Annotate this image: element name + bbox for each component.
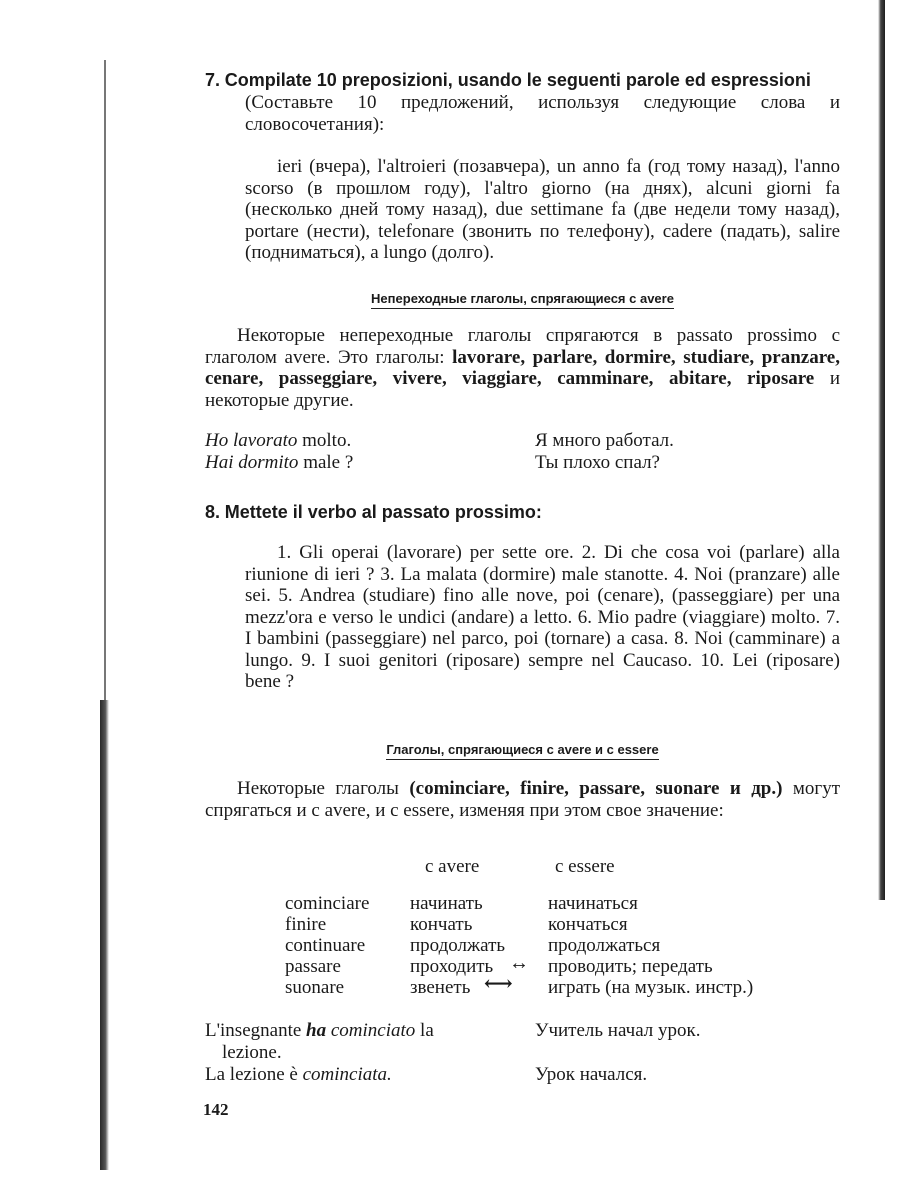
- example-participle: lavorato: [232, 430, 298, 451]
- section-heading-text: Глаголы, спрягающиеся с avere и с essere: [386, 742, 658, 760]
- exercise-number: 8.: [205, 502, 221, 522]
- example-italian-continuation: lezione.: [222, 1042, 282, 1063]
- section-1-paragraph: [205, 325, 840, 411]
- page-edge-shadow: [104, 60, 106, 700]
- paragraph-text: Некоторые глаголы: [237, 778, 410, 799]
- paragraph-text: . Это глаголы:: [325, 346, 453, 368]
- exercise-8-heading: [205, 502, 840, 524]
- paragraph-text: могут спрягаться и с avere, и с essere, изменяя при этом свое значение:: [205, 778, 840, 821]
- example-russian: Урок начался.: [535, 1064, 648, 1085]
- page-edge-shadow: [878, 0, 885, 900]
- table-essere-meaning: проводить; передать: [548, 956, 713, 977]
- example-text: La lezione è: [205, 1064, 303, 1085]
- table-verb: finire: [285, 914, 327, 935]
- table-avere-meaning: звенеть: [410, 977, 471, 998]
- paragraph-text: avere: [284, 346, 326, 368]
- table-essere-meaning: продолжаться: [548, 935, 661, 956]
- table-avere-meaning: проходить: [410, 956, 494, 977]
- section-heading: [205, 291, 840, 306]
- example-italian: [205, 1020, 434, 1041]
- section-heading: [205, 742, 840, 757]
- exercise-number: 7.: [205, 70, 221, 90]
- paragraph-text: Некоторые непереходные глаголы спрягаются в passato prossimo с глаголом: [205, 325, 840, 368]
- example-russian: Учитель начал урок.: [535, 1020, 701, 1041]
- verb-list: lavorare, parlare, dormire, studiare, pranzare, cenare, passeggiare, vivere, viaggiare, camminare, abitare, riposare: [205, 346, 840, 389]
- example-participle: cominciato: [326, 1020, 416, 1041]
- example-text: L'insegnante: [205, 1020, 307, 1041]
- double-arrow-icon: ⟷: [484, 973, 513, 995]
- table-verb: continuare: [285, 935, 366, 956]
- example-aux: Ho: [205, 430, 233, 451]
- verb-list: (cominciare, finire, passare, suonare и др.): [409, 778, 783, 799]
- example-italian: [205, 452, 353, 473]
- paragraph-text: и некоторые другие.: [205, 368, 840, 411]
- exercise-7-heading: [205, 70, 840, 92]
- example-russian: Я много работал.: [535, 430, 674, 451]
- table-avere-meaning: начинать: [410, 893, 483, 914]
- example-rest: molto.: [297, 430, 352, 451]
- exercise-title-italian: Compilate 10 preposizioni, usando le seguenti parole ed espressioni: [224, 70, 811, 90]
- double-arrow-icon: ↔: [509, 952, 529, 974]
- example-russian: Ты плохо спал?: [535, 452, 660, 473]
- example-participle: dormito: [238, 452, 299, 473]
- table-verb: suonare: [285, 977, 345, 998]
- section-2-paragraph: [205, 778, 840, 821]
- table-verb: passare: [285, 956, 341, 977]
- page-edge-shadow: [100, 700, 109, 1170]
- table-avere-meaning: продолжать: [410, 935, 506, 956]
- example-italian: [205, 1064, 392, 1085]
- column-header-avere: с avere: [425, 856, 480, 877]
- example-rest: male ?: [298, 452, 354, 473]
- exercise-8-text: 1. Gli operai (lavorare) per sette ore. 2. Di che cosa voi (parlare) alla riunione di ieri ? 3. La malata (dormire) male stanotte. 4. Noi (pranzare) alle sei. 5. Andrea (studiare) fino alle nove, poi (cenare), (passeggiare) per una mezz'ora e verso le undici (andare) a letto. 6. Mio padre (viaggiare) molto. 7. I bambini (passeggiare) nel parco, poi (tornare) a casa. 8. Noi (camminare) a lungo. 9. I suoi genitori (riposare) sempre nel Caucaso. 10. Lei (riposare) bene ?: [245, 542, 840, 692]
- exercise-title: Mettete il verbo al passato prossimo:: [224, 502, 542, 522]
- example-participle: cominciata.: [302, 1064, 392, 1085]
- example-aux: Hai: [205, 452, 239, 473]
- section-heading-text: Непереходные глаголы, спрягающиеся с avere: [371, 291, 674, 309]
- table-avere-meaning: кончать: [410, 914, 473, 935]
- example-italian: [205, 430, 351, 451]
- exercise-title-russian: (Составьте 10 предложений, используя следующие слова и словосочетания):: [245, 92, 840, 135]
- example-aux: ha: [306, 1020, 327, 1041]
- column-header-essere: с essere: [555, 856, 615, 877]
- table-verb: cominciare: [285, 893, 370, 914]
- table-essere-meaning: кончаться: [548, 914, 628, 935]
- page-number: 142: [203, 1100, 229, 1119]
- table-essere-meaning: играть (на музык. инстр.): [548, 977, 754, 998]
- exercise-7-word-list: ieri (вчера), l'altroieri (позавчера), un anno fa (год тому назад), l'anno scorso (в прошлом году), l'altro giorno (на днях), alcuni giorni fa (несколько дней тому назад), due settimane fa (две недели тому назад), portare (нести), telefonare (звонить по телефону), cadere (падать), salire (подниматься), a lungo (долго).: [245, 156, 840, 263]
- table-essere-meaning: начинаться: [548, 893, 638, 914]
- example-text: la: [415, 1020, 434, 1041]
